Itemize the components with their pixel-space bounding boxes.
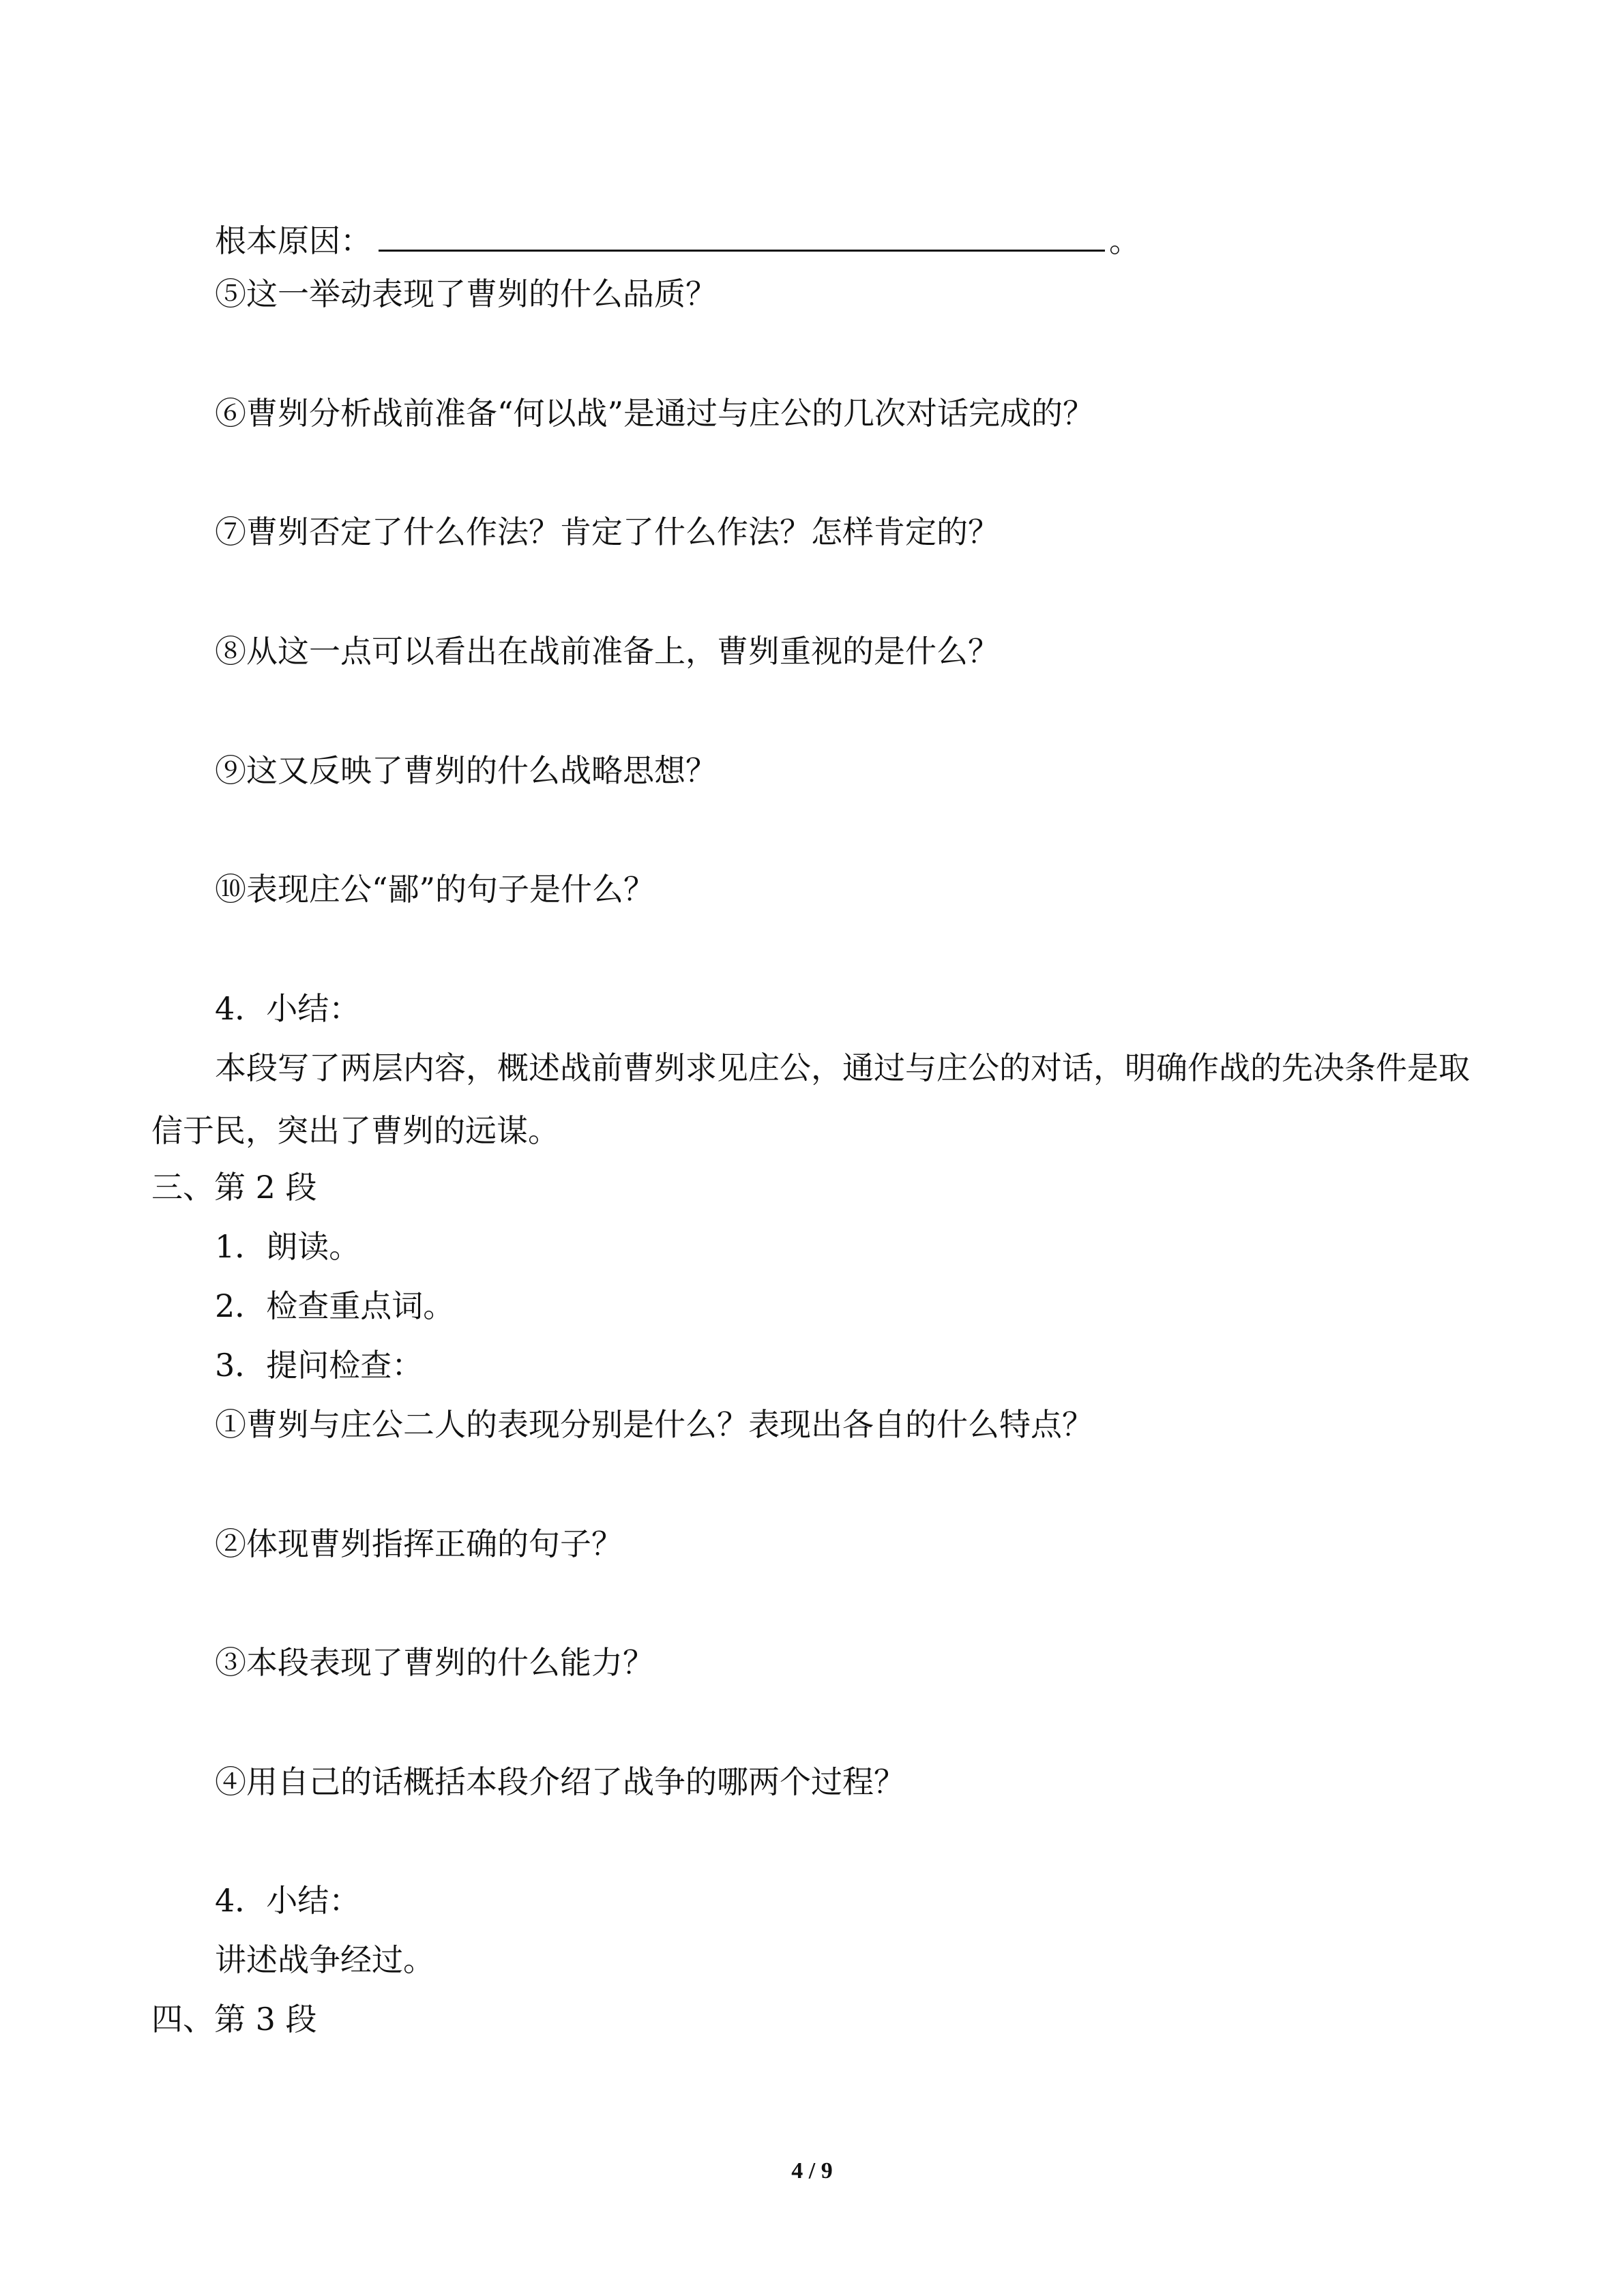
root-cause-end: 。 (1109, 222, 1140, 259)
page-number: 4 / 9 (791, 2158, 833, 2183)
question-8: ⑧从这一点可以看出在战前准备上，曹刿重视的是什么？ (215, 633, 999, 670)
summary-text-2: 讲述战争经过。 (215, 1941, 434, 1978)
root-cause-line (215, 217, 1140, 260)
summary-heading: 4．小结： (215, 990, 361, 1027)
step-question-check: 3．提问检查： (215, 1347, 424, 1384)
answer-blank (379, 217, 1105, 252)
question-5: ⑤这一举动表现了曹刿的什么品质？ (215, 275, 717, 312)
section-heading-3: 三、第 2 段 (151, 1169, 317, 1206)
step-read-aloud: 1．朗读。 (215, 1228, 361, 1265)
section3-question-2: ②体现曹刿指挥正确的句子？ (215, 1525, 623, 1562)
question-9: ⑨这又反映了曹刿的什么战略思想？ (215, 752, 717, 789)
root-cause-label: 根本原因： (215, 222, 372, 259)
section3-question-1: ①曹刿与庄公二人的表现分别是什么？表现出各自的什么特点？ (215, 1406, 1093, 1443)
section3-question-4: ④用自己的话概括本段介绍了战争的哪两个过程？ (215, 1763, 905, 1800)
section-heading-4: 四、第 3 段 (151, 2001, 317, 2038)
question-6: ⑥曹刿分析战前准备“何以战”是通过与庄公的几次对话完成的？ (215, 395, 1095, 432)
section3-question-3: ③本段表现了曹刿的什么能力？ (215, 1644, 654, 1681)
step-check-words: 2．检查重点词。 (215, 1287, 455, 1324)
summary-heading-2: 4．小结： (215, 1882, 361, 1919)
summary-paragraph: 本段写了两层内容，概述战前曹刿求见庄公，通过与庄公的对话，明确作战的先决条件是取信于民，突出了曹刿的远谋。 (151, 1049, 1470, 1149)
question-7: ⑦曹刿否定了什么作法？肯定了什么作法？怎样肯定的？ (215, 513, 999, 550)
question-10: ⑩表现庄公“鄙”的句子是什么？ (215, 871, 655, 908)
